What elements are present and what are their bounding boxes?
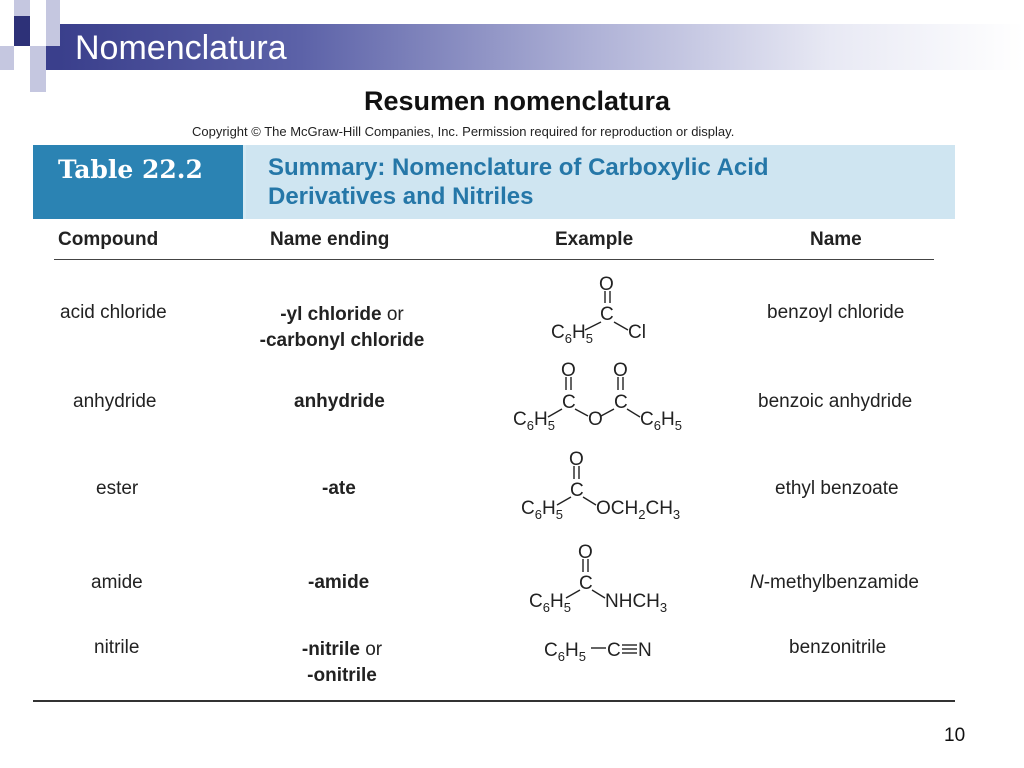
atom-O: O [613, 360, 628, 381]
atom-C: C [614, 392, 628, 413]
table-title-line1: Summary: Nomenclature of Carboxylic Acid [268, 154, 769, 181]
atom-O: O [578, 542, 593, 563]
ending-or: or [359, 639, 383, 660]
table-title-line2: Derivatives and Nitriles [268, 183, 534, 210]
atom-C: C [579, 573, 593, 594]
row-compound: ester [96, 478, 139, 499]
header-example: Example [555, 229, 634, 250]
ending-primary: -yl chloride [280, 304, 382, 325]
header-compound: Compound [58, 229, 159, 250]
atom-Cl: Cl [628, 322, 646, 343]
copyright-notice: Copyright © The McGraw-Hill Companies, Inc. Permission required for reproduction or display. [192, 124, 735, 139]
row-name-ending: -ate [322, 478, 356, 499]
atom-O: O [588, 409, 603, 430]
atom-N: N [638, 640, 652, 661]
slide-subtitle: Resumen nomenclatura [363, 86, 671, 116]
group-c6h5: $C_6H_5$ [551, 322, 593, 346]
ending-alt: -carbonyl chloride [259, 330, 425, 351]
row-compound: amide [91, 572, 143, 593]
atom-C: C [600, 304, 614, 325]
row-compound: anhydride [73, 391, 157, 412]
group-ethoxy: $OCH_2CH_3$ [596, 498, 681, 522]
group-nhch3: $NHCH_3$ [605, 591, 668, 615]
row-name: ethyl benzoate [775, 478, 899, 499]
header-name-ending: Name ending [270, 229, 390, 250]
row-name: benzoyl chloride [767, 302, 905, 323]
row-name: benzoic anhydride [758, 391, 913, 412]
page-number: 10 [944, 725, 966, 746]
table-label: Table 22.2 [58, 155, 203, 184]
group-c6h5: $C_6H_5$ [544, 640, 586, 664]
atom-C: C [570, 480, 584, 501]
ending-or: or [381, 304, 404, 325]
row-compound: acid chloride [60, 302, 167, 323]
atom-O: O [561, 360, 576, 381]
ending-alt: -onitrile [307, 665, 377, 686]
row-name-ending: -amide [308, 572, 370, 593]
atom-C: C [607, 640, 621, 661]
group-c6h5: $C_6H_5$ [529, 591, 571, 615]
atom-O: O [569, 449, 584, 470]
ending-primary: -nitrile [301, 639, 360, 660]
header-name: Name [810, 229, 862, 250]
row-compound: nitrile [94, 637, 140, 658]
row-name: benzonitrile [789, 637, 887, 658]
atom-O: O [599, 274, 614, 295]
row-name-ending: anhydride [294, 391, 385, 412]
slide-title: Nomenclatura [75, 29, 287, 67]
group-c6h5: $C_6H_5$ [640, 409, 682, 433]
table-bottom-rule [33, 700, 955, 702]
atom-C: C [562, 392, 576, 413]
group-c6h5: $C_6H_5$ [513, 409, 555, 433]
name-prefix: N [750, 572, 764, 593]
group-c6h5: $C_6H_5$ [521, 498, 563, 522]
name-rest: -methylbenzamide [763, 572, 919, 593]
